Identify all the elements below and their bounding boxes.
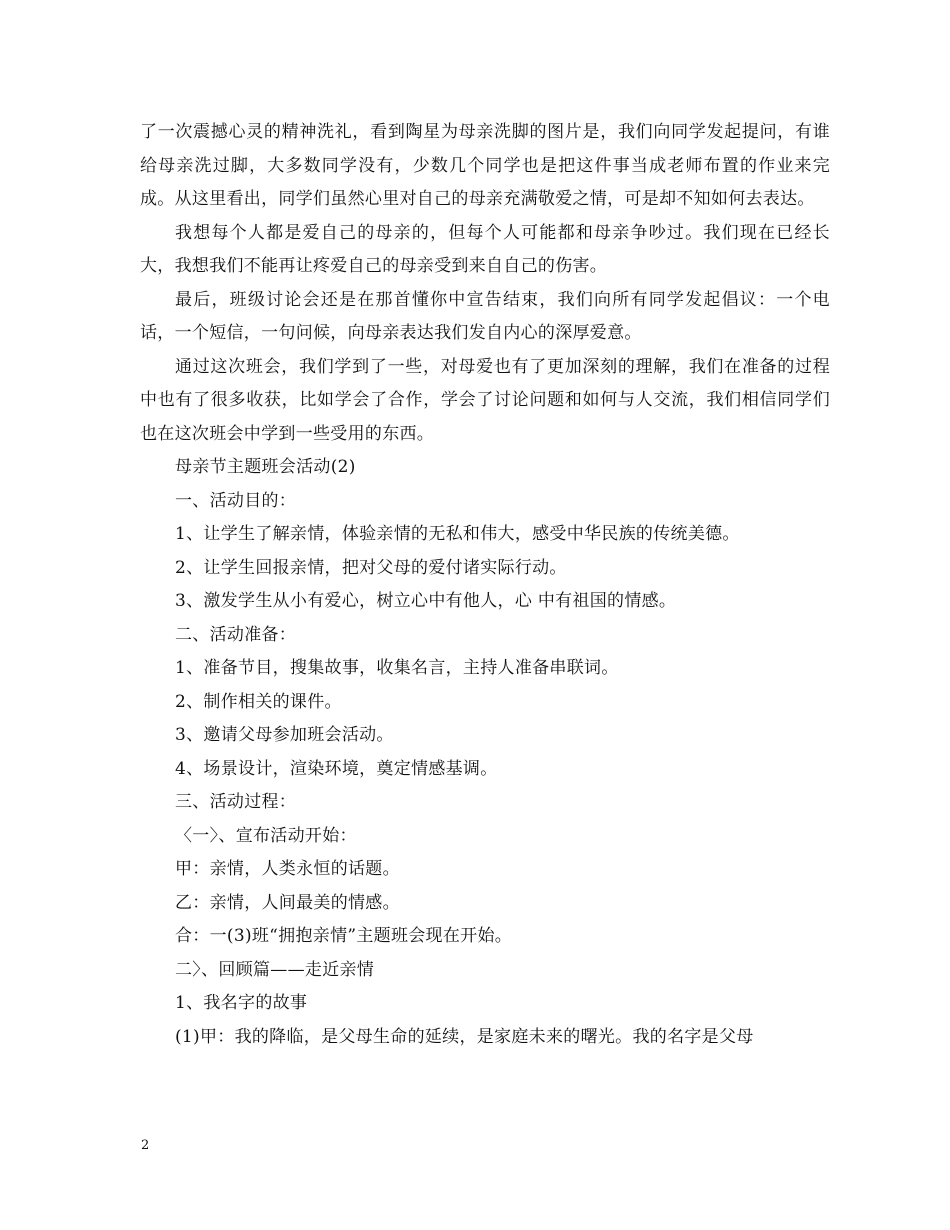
heading-activity-process: 三、活动过程： [175, 792, 297, 812]
dialogue-line: 合：一(3)班“拥抱亲情”主题班会现在开始。 [175, 926, 513, 946]
list-item: 3、邀请父母参加班会活动。 [175, 725, 394, 745]
paragraph-3: 最后，班级讨论会还是在那首懂你中宣告结束，我们向所有同学发起倡议：一个电话，一个短信，一句问候，向母亲表达我们发自内心的深厚爱意。 [140, 289, 830, 343]
paragraph-1: 了一次震撼心灵的精神洗礼，看到陶星为母亲洗脚的图片是，我们向同学发起提问，有谁给母亲洗过脚，大多数同学没有，少数几个同学也是把这件事当成老师布置的作业来完成。从这里看出，同学们虽然心里对自己的母亲充满敬爱之情，可是却不知如何去表达。 [140, 122, 830, 209]
dialogue-line: 甲：亲情，人类永恒的话题。 [175, 859, 400, 879]
section-title: 母亲节主题班会活动(2) [175, 457, 356, 477]
list-item: 2、让学生回报亲情，把对父母的爱付诸实际行动。 [175, 557, 567, 578]
list-item: 1、让学生了解亲情，体验亲情的无私和伟大，感受中华民族的传统美德。 [175, 524, 740, 544]
list-item: 3、激发学生从小有爱心，树立心中有他人，心 中有祖国的情感。 [175, 591, 677, 611]
paragraph-2: 我想每个人都是爱自己的母亲的，但每个人可能都和母亲争吵过。我们现在已经长大，我想我们不能再让疼爱自己的母亲受到来自自己的伤害。 [140, 222, 830, 276]
subheading: 〈一〉、宣布活动开始： [175, 825, 357, 846]
document-body [140, 116, 830, 1054]
page-number: 2 [141, 1138, 150, 1153]
list-item: 1、准备节目，搜集故事，收集名言，主持人准备串联词。 [175, 658, 619, 678]
dialogue-line: (1)甲：我的降临，是父母生命的延续，是家庭未来的曙光。我的名字是父母 [175, 1026, 754, 1047]
heading-activity-preparation: 二、活动准备： [175, 624, 297, 645]
list-item: 2、制作相关的课件。 [175, 691, 342, 712]
dialogue-line: 乙：亲情，人间最美的情感。 [175, 892, 400, 913]
heading-activity-goals: 一、活动目的： [175, 490, 297, 511]
subheading: 二〉、回顾篇——走近亲情 [175, 959, 375, 980]
list-item: 1、我名字的故事 [175, 993, 308, 1013]
paragraph-4: 通过这次班会，我们学到了一些，对母爱也有了更加深刻的理解，我们在准备的过程中也有了很多收获，比如学会了合作，学会了讨论问题和如何与人交流，我们相信同学们也在这次班会中学到一些受用的东西。 [140, 356, 830, 444]
list-item: 4、场景设计，渲染环境，奠定情感基调。 [175, 758, 498, 779]
